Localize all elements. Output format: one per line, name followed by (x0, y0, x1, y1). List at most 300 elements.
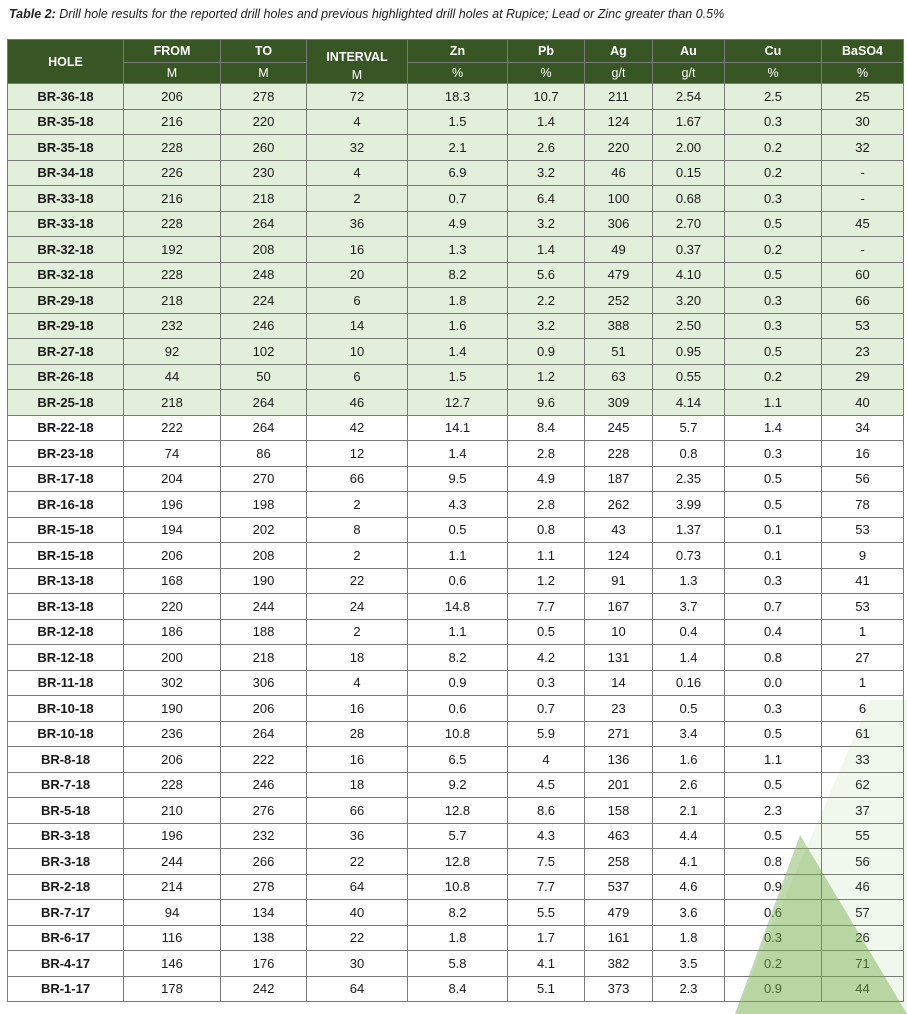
cell-hole: BR-36-18 (8, 84, 124, 110)
header-row-units (8, 63, 904, 84)
cell-baso4: 55 (822, 823, 904, 849)
cell-to: 208 (221, 543, 307, 569)
cell-baso4: 1 (822, 670, 904, 696)
cell-ag: 306 (585, 211, 653, 237)
cell-zn: 12.8 (408, 849, 508, 875)
cell-pb: 5.9 (508, 721, 585, 747)
cell-baso4: - (822, 186, 904, 212)
cell-hole: BR-6-17 (8, 925, 124, 951)
cell-baso4: 6 (822, 696, 904, 722)
table-row (8, 441, 904, 467)
cell-pb: 2.8 (508, 441, 585, 467)
cell-zn: 1.1 (408, 543, 508, 569)
table-row (8, 364, 904, 390)
cell-to: 244 (221, 594, 307, 620)
cell-pb: 2.8 (508, 492, 585, 518)
cell-ag: 388 (585, 313, 653, 339)
table-row (8, 925, 904, 951)
cell-to: 264 (221, 721, 307, 747)
cell-to: 242 (221, 976, 307, 1002)
cell-to: 264 (221, 415, 307, 441)
cell-baso4: 25 (822, 84, 904, 110)
cell-to: 190 (221, 568, 307, 594)
cell-au: 0.15 (653, 160, 725, 186)
cell-cu: 1.1 (725, 390, 822, 416)
cell-baso4: 30 (822, 109, 904, 135)
cell-to: 206 (221, 696, 307, 722)
cell-baso4: 53 (822, 313, 904, 339)
cell-to: 222 (221, 747, 307, 773)
cell-pb: 5.1 (508, 976, 585, 1002)
cell-au: 0.37 (653, 237, 725, 263)
cell-from: 178 (124, 976, 221, 1002)
cell-interval: 40 (307, 900, 408, 926)
column-unit-ag: g/t (585, 63, 653, 84)
table-row (8, 492, 904, 518)
cell-zn: 8.4 (408, 976, 508, 1002)
cell-hole: BR-34-18 (8, 160, 124, 186)
cell-ag: 220 (585, 135, 653, 161)
cell-interval: 10 (307, 339, 408, 365)
cell-cu: 0.2 (725, 135, 822, 161)
cell-interval: 2 (307, 186, 408, 212)
cell-from: 190 (124, 696, 221, 722)
cell-to: 260 (221, 135, 307, 161)
cell-cu: 0.5 (725, 466, 822, 492)
cell-zn: 12.8 (408, 798, 508, 824)
cell-hole: BR-32-18 (8, 262, 124, 288)
cell-pb: 4.5 (508, 772, 585, 798)
cell-to: 134 (221, 900, 307, 926)
cell-from: 232 (124, 313, 221, 339)
table-row (8, 288, 904, 314)
cell-hole: BR-10-18 (8, 696, 124, 722)
cell-pb: 4.3 (508, 823, 585, 849)
cell-zn: 1.5 (408, 109, 508, 135)
cell-au: 1.4 (653, 645, 725, 671)
header-row-names (8, 40, 904, 63)
cell-ag: 124 (585, 543, 653, 569)
cell-zn: 4.9 (408, 211, 508, 237)
cell-zn: 12.7 (408, 390, 508, 416)
cell-au: 4.10 (653, 262, 725, 288)
column-header-to: TO (221, 40, 307, 63)
cell-to: 246 (221, 772, 307, 798)
cell-zn: 5.7 (408, 823, 508, 849)
cell-zn: 8.2 (408, 645, 508, 671)
cell-hole: BR-33-18 (8, 211, 124, 237)
cell-pb: 0.5 (508, 619, 585, 645)
cell-baso4: 41 (822, 568, 904, 594)
cell-interval: 46 (307, 390, 408, 416)
cell-pb: 0.3 (508, 670, 585, 696)
table-row (8, 313, 904, 339)
cell-interval: 36 (307, 823, 408, 849)
cell-ag: 100 (585, 186, 653, 212)
cell-from: 206 (124, 543, 221, 569)
cell-baso4: 16 (822, 441, 904, 467)
cell-baso4: 27 (822, 645, 904, 671)
table-row (8, 211, 904, 237)
cell-cu: 0.5 (725, 211, 822, 237)
cell-ag: 537 (585, 874, 653, 900)
table-body (8, 84, 904, 1002)
cell-interval: 28 (307, 721, 408, 747)
cell-interval: 18 (307, 645, 408, 671)
table-row (8, 747, 904, 773)
cell-interval: 66 (307, 466, 408, 492)
cell-from: 74 (124, 441, 221, 467)
cell-pb: 0.7 (508, 696, 585, 722)
cell-pb: 4.9 (508, 466, 585, 492)
cell-to: 224 (221, 288, 307, 314)
cell-hole: BR-15-18 (8, 517, 124, 543)
cell-baso4: 71 (822, 951, 904, 977)
cell-baso4: 78 (822, 492, 904, 518)
table-row (8, 645, 904, 671)
cell-to: 278 (221, 874, 307, 900)
cell-hole: BR-1-17 (8, 976, 124, 1002)
cell-interval: 12 (307, 441, 408, 467)
table-row (8, 339, 904, 365)
cell-interval: 2 (307, 543, 408, 569)
cell-hole: BR-15-18 (8, 543, 124, 569)
cell-baso4: - (822, 160, 904, 186)
cell-cu: 0.3 (725, 568, 822, 594)
cell-baso4: 62 (822, 772, 904, 798)
cell-from: 192 (124, 237, 221, 263)
cell-zn: 4.3 (408, 492, 508, 518)
cell-to: 232 (221, 823, 307, 849)
cell-pb: 0.9 (508, 339, 585, 365)
cell-from: 228 (124, 211, 221, 237)
cell-baso4: 56 (822, 466, 904, 492)
cell-hole: BR-7-17 (8, 900, 124, 926)
cell-pb: 5.5 (508, 900, 585, 926)
cell-au: 3.4 (653, 721, 725, 747)
cell-zn: 0.6 (408, 568, 508, 594)
cell-pb: 7.7 (508, 874, 585, 900)
cell-from: 206 (124, 84, 221, 110)
cell-to: 198 (221, 492, 307, 518)
table-row (8, 823, 904, 849)
cell-zn: 9.5 (408, 466, 508, 492)
cell-pb: 3.2 (508, 160, 585, 186)
cell-hole: BR-2-18 (8, 874, 124, 900)
cell-to: 278 (221, 84, 307, 110)
table-row (8, 390, 904, 416)
cell-from: 214 (124, 874, 221, 900)
cell-interval: 30 (307, 951, 408, 977)
cell-from: 244 (124, 849, 221, 875)
cell-ag: 211 (585, 84, 653, 110)
cell-interval: 16 (307, 696, 408, 722)
cell-ag: 158 (585, 798, 653, 824)
column-unit-au: g/t (653, 63, 725, 84)
column-header-cu: Cu (725, 40, 822, 63)
cell-zn: 10.8 (408, 874, 508, 900)
cell-cu: 0.2 (725, 237, 822, 263)
column-unit-pb: % (508, 63, 585, 84)
cell-interval: 66 (307, 798, 408, 824)
cell-from: 236 (124, 721, 221, 747)
cell-interval: 22 (307, 925, 408, 951)
cell-baso4: 53 (822, 594, 904, 620)
table-row (8, 594, 904, 620)
cell-zn: 0.6 (408, 696, 508, 722)
caption-text: Drill hole results for the reported drill holes and previous highlighted drill holes at Rupice; Lead or Zinc greater than 0.5% (55, 7, 725, 21)
cell-zn: 6.5 (408, 747, 508, 773)
cell-from: 92 (124, 339, 221, 365)
cell-zn: 0.7 (408, 186, 508, 212)
cell-hole: BR-22-18 (8, 415, 124, 441)
cell-au: 3.6 (653, 900, 725, 926)
cell-zn: 1.8 (408, 925, 508, 951)
cell-to: 306 (221, 670, 307, 696)
cell-pb: 6.4 (508, 186, 585, 212)
cell-hole: BR-12-18 (8, 645, 124, 671)
column-unit-baso4: % (822, 63, 904, 84)
cell-hole: BR-29-18 (8, 313, 124, 339)
table-row (8, 543, 904, 569)
cell-to: 138 (221, 925, 307, 951)
cell-hole: BR-13-18 (8, 568, 124, 594)
cell-interval: 4 (307, 109, 408, 135)
table-row (8, 696, 904, 722)
cell-hole: BR-4-17 (8, 951, 124, 977)
cell-hole: BR-7-18 (8, 772, 124, 798)
cell-from: 228 (124, 135, 221, 161)
cell-hole: BR-17-18 (8, 466, 124, 492)
cell-interval: 2 (307, 619, 408, 645)
cell-cu: 0.3 (725, 696, 822, 722)
cell-to: 188 (221, 619, 307, 645)
cell-zn: 6.9 (408, 160, 508, 186)
cell-cu: 0.3 (725, 288, 822, 314)
table-row (8, 900, 904, 926)
cell-from: 200 (124, 645, 221, 671)
table-row (8, 976, 904, 1002)
cell-zn: 1.4 (408, 339, 508, 365)
cell-hole: BR-32-18 (8, 237, 124, 263)
column-header-pb: Pb (508, 40, 585, 63)
cell-au: 0.5 (653, 696, 725, 722)
cell-ag: 463 (585, 823, 653, 849)
cell-cu: 0.5 (725, 772, 822, 798)
cell-pb: 3.2 (508, 313, 585, 339)
cell-au: 0.4 (653, 619, 725, 645)
cell-zn: 18.3 (408, 84, 508, 110)
cell-cu: 0.5 (725, 721, 822, 747)
cell-ag: 167 (585, 594, 653, 620)
cell-pb: 1.1 (508, 543, 585, 569)
column-unit-interval: M (351, 68, 363, 82)
column-header-interval-cell (307, 40, 408, 84)
cell-zn: 1.3 (408, 237, 508, 263)
cell-hole: BR-26-18 (8, 364, 124, 390)
cell-interval: 8 (307, 517, 408, 543)
column-unit-cu: % (725, 63, 822, 84)
drill-results-table (7, 39, 904, 1002)
cell-cu: 0.1 (725, 517, 822, 543)
cell-hole: BR-27-18 (8, 339, 124, 365)
cell-to: 218 (221, 645, 307, 671)
cell-cu: 0.7 (725, 594, 822, 620)
cell-interval: 4 (307, 160, 408, 186)
cell-interval: 22 (307, 568, 408, 594)
cell-ag: 161 (585, 925, 653, 951)
table-row (8, 798, 904, 824)
table-row (8, 517, 904, 543)
cell-hole: BR-5-18 (8, 798, 124, 824)
cell-ag: 373 (585, 976, 653, 1002)
cell-to: 220 (221, 109, 307, 135)
cell-zn: 1.8 (408, 288, 508, 314)
cell-to: 276 (221, 798, 307, 824)
table-row (8, 160, 904, 186)
cell-au: 4.14 (653, 390, 725, 416)
cell-au: 2.70 (653, 211, 725, 237)
cell-to: 266 (221, 849, 307, 875)
cell-baso4: 32 (822, 135, 904, 161)
cell-au: 3.5 (653, 951, 725, 977)
cell-au: 0.16 (653, 670, 725, 696)
cell-au: 4.1 (653, 849, 725, 875)
column-header-baso4: BaSO4 (822, 40, 904, 63)
cell-hole: BR-3-18 (8, 823, 124, 849)
cell-from: 210 (124, 798, 221, 824)
table-row (8, 619, 904, 645)
cell-cu: 0.2 (725, 364, 822, 390)
cell-ag: 46 (585, 160, 653, 186)
cell-hole: BR-35-18 (8, 109, 124, 135)
cell-pb: 8.6 (508, 798, 585, 824)
cell-zn: 2.1 (408, 135, 508, 161)
cell-hole: BR-35-18 (8, 135, 124, 161)
cell-to: 208 (221, 237, 307, 263)
cell-cu: 1.4 (725, 415, 822, 441)
cell-pb: 1.4 (508, 237, 585, 263)
cell-au: 2.3 (653, 976, 725, 1002)
table-row (8, 670, 904, 696)
cell-zn: 8.2 (408, 262, 508, 288)
cell-ag: 262 (585, 492, 653, 518)
cell-interval: 64 (307, 976, 408, 1002)
cell-ag: 124 (585, 109, 653, 135)
cell-au: 0.73 (653, 543, 725, 569)
cell-cu: 0.9 (725, 874, 822, 900)
cell-baso4: 60 (822, 262, 904, 288)
cell-zn: 14.1 (408, 415, 508, 441)
cell-baso4: 45 (822, 211, 904, 237)
column-header-interval: INTERVAL (326, 50, 388, 64)
cell-from: 44 (124, 364, 221, 390)
cell-cu: 0.3 (725, 313, 822, 339)
cell-ag: 201 (585, 772, 653, 798)
cell-interval: 2 (307, 492, 408, 518)
cell-pb: 4.1 (508, 951, 585, 977)
table-row (8, 721, 904, 747)
cell-to: 264 (221, 390, 307, 416)
table-row (8, 849, 904, 875)
cell-cu: 0.9 (725, 976, 822, 1002)
cell-to: 248 (221, 262, 307, 288)
cell-zn: 10.8 (408, 721, 508, 747)
table-row (8, 772, 904, 798)
table-row (8, 415, 904, 441)
cell-cu: 0.2 (725, 160, 822, 186)
cell-to: 50 (221, 364, 307, 390)
cell-hole: BR-3-18 (8, 849, 124, 875)
cell-baso4: 37 (822, 798, 904, 824)
cell-au: 2.54 (653, 84, 725, 110)
table-row (8, 262, 904, 288)
table-row (8, 109, 904, 135)
cell-cu: 1.1 (725, 747, 822, 773)
cell-ag: 271 (585, 721, 653, 747)
cell-au: 3.7 (653, 594, 725, 620)
cell-baso4: 56 (822, 849, 904, 875)
cell-pb: 1.4 (508, 109, 585, 135)
cell-hole: BR-11-18 (8, 670, 124, 696)
cell-zn: 14.8 (408, 594, 508, 620)
cell-baso4: 40 (822, 390, 904, 416)
cell-to: 218 (221, 186, 307, 212)
cell-interval: 4 (307, 670, 408, 696)
cell-au: 2.6 (653, 772, 725, 798)
cell-cu: 0.8 (725, 645, 822, 671)
cell-au: 2.50 (653, 313, 725, 339)
cell-interval: 72 (307, 84, 408, 110)
cell-baso4: 57 (822, 900, 904, 926)
table-row (8, 84, 904, 110)
cell-ag: 479 (585, 900, 653, 926)
cell-hole: BR-13-18 (8, 594, 124, 620)
cell-ag: 258 (585, 849, 653, 875)
cell-au: 2.1 (653, 798, 725, 824)
table-row (8, 951, 904, 977)
cell-to: 202 (221, 517, 307, 543)
table-row (8, 874, 904, 900)
table-row (8, 568, 904, 594)
cell-pb: 8.4 (508, 415, 585, 441)
cell-from: 116 (124, 925, 221, 951)
cell-to: 86 (221, 441, 307, 467)
cell-to: 264 (221, 211, 307, 237)
cell-hole: BR-29-18 (8, 288, 124, 314)
cell-to: 270 (221, 466, 307, 492)
cell-hole: BR-16-18 (8, 492, 124, 518)
cell-au: 4.6 (653, 874, 725, 900)
cell-cu: 0.0 (725, 670, 822, 696)
cell-cu: 0.5 (725, 262, 822, 288)
cell-zn: 0.9 (408, 670, 508, 696)
cell-pb: 2.2 (508, 288, 585, 314)
cell-au: 2.00 (653, 135, 725, 161)
cell-from: 146 (124, 951, 221, 977)
cell-cu: 2.3 (725, 798, 822, 824)
column-header-au: Au (653, 40, 725, 63)
cell-ag: 228 (585, 441, 653, 467)
cell-zn: 0.5 (408, 517, 508, 543)
cell-au: 1.6 (653, 747, 725, 773)
cell-ag: 43 (585, 517, 653, 543)
cell-pb: 4.2 (508, 645, 585, 671)
cell-au: 2.35 (653, 466, 725, 492)
cell-pb: 1.2 (508, 568, 585, 594)
cell-baso4: 29 (822, 364, 904, 390)
cell-from: 216 (124, 186, 221, 212)
